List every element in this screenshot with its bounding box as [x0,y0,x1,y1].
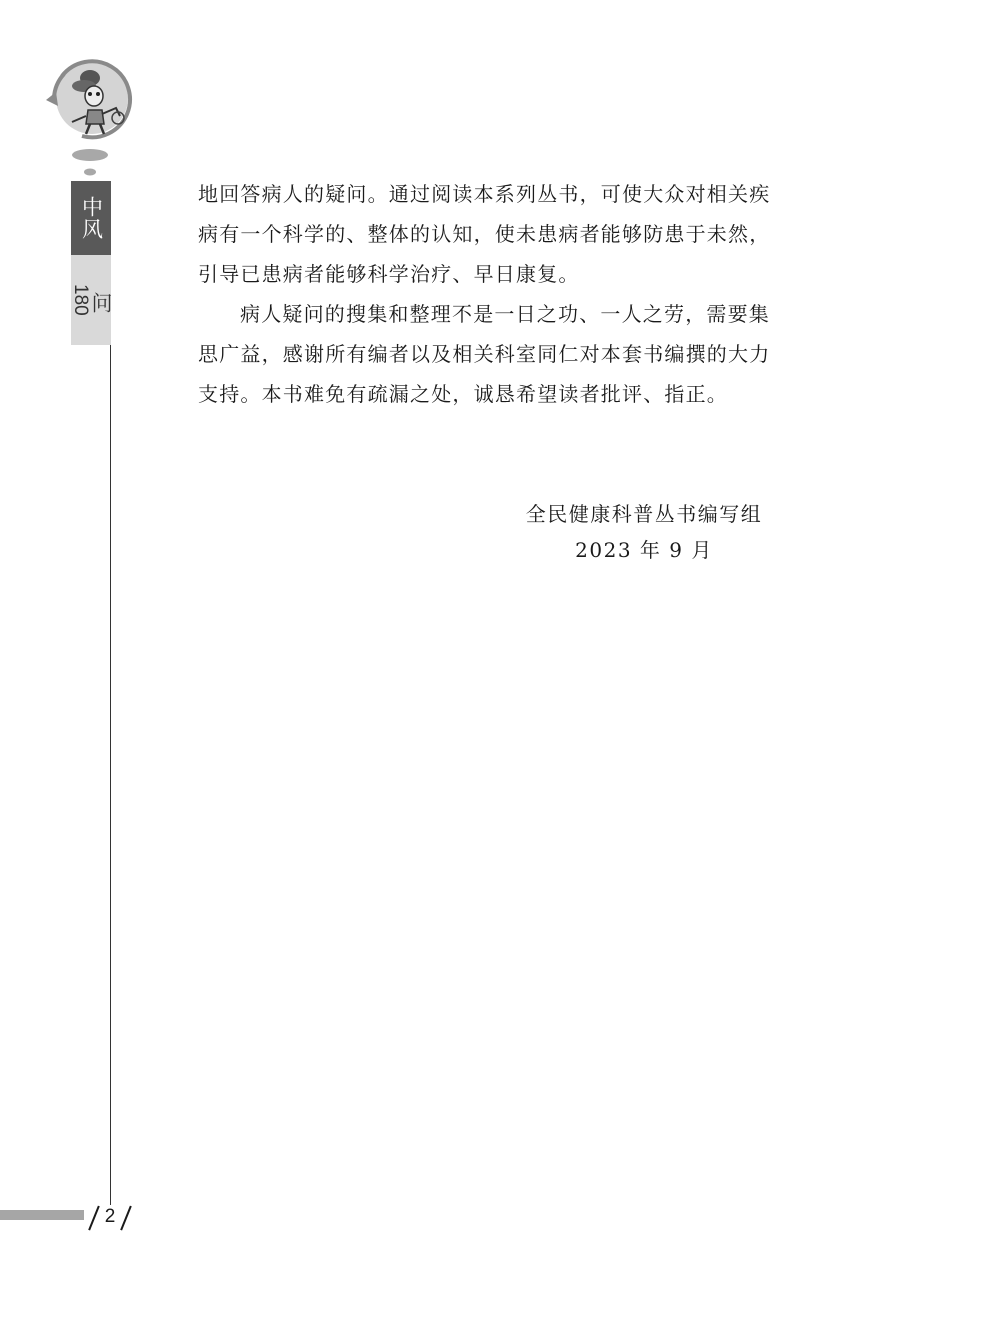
book-title: 中风 [79,196,104,240]
page-folio [82,1200,138,1234]
book-subtitle-tab [71,255,111,345]
slash-left-icon [89,1205,99,1229]
text-line: 病人疑问的搜集和整理不是一日之功、一人之劳，需要集 [240,302,770,326]
text-line: 地回答病人的疑问。通过阅读本系列丛书，可使大众对相关疾 [198,182,771,206]
signature-date: 2023 年 9 月 [575,538,713,562]
mascot-logo [42,58,138,180]
signature-block [506,496,782,568]
slash-right-icon [121,1205,131,1229]
question-suffix: 问 [89,292,113,314]
body-text [198,174,828,414]
text-line: 支持。本书难免有疏漏之处，诚恳希望读者批评、指正。 [198,382,728,406]
text-line: 病有一个科学的、整体的认知，使未患病者能够防患于未然， [198,222,771,246]
mascot-doctor-icon [42,58,138,180]
signature-author: 全民健康科普丛书编写组 [525,502,763,526]
text-line: 思广益，感谢所有编者以及相关科室同仁对本套书编撰的大力 [198,342,771,366]
margin-rule [110,345,111,1205]
book-title-tab [71,181,111,255]
question-count: 180 [70,284,91,316]
text-line: 引导已患病者能够科学治疗、早日康复。 [198,262,580,286]
page-number: 2 [104,1206,116,1227]
folio-bar [0,1210,84,1220]
